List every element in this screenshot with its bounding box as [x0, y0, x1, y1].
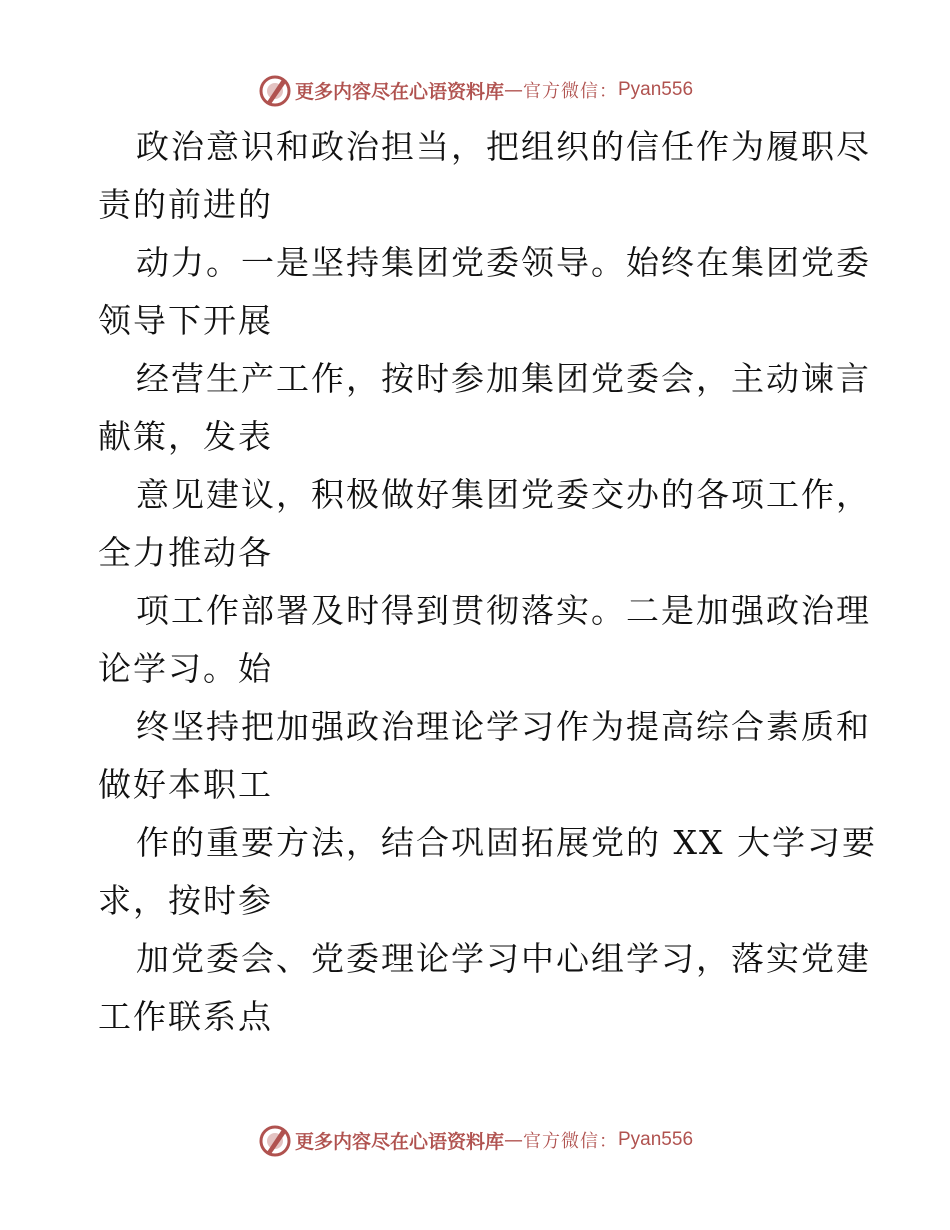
body-line: 全力推动各: [98, 533, 273, 572]
body-line: 项工作部署及时得到贯彻落实。二是加强政治理: [136, 591, 871, 630]
header-banner: [0, 70, 950, 110]
body-line: 领导下开展: [98, 301, 273, 340]
document-body: [98, 118, 877, 1046]
body-line: 作的重要方法，结合巩固拓展党的 XX 大学习要: [136, 823, 877, 862]
pen-logo-icon: [257, 72, 293, 108]
header-wechat-label: 官方微信：: [523, 81, 618, 102]
body-line: 政治意识和政治担当，把组织的信任作为履职尽: [136, 127, 871, 166]
body-line: 工作联系点: [98, 997, 273, 1036]
header-wechat-id: Pyan556: [618, 79, 694, 100]
pen-logo-icon: [257, 1122, 293, 1158]
body-line: 意见建议，积极做好集团党委交办的各项工作，: [136, 475, 871, 514]
body-line: 做好本职工: [98, 765, 273, 804]
footer-wechat-label: 官方微信：: [523, 1131, 618, 1152]
header-dash: —: [504, 79, 523, 101]
footer-title: 更多内容尽在心语资料库: [294, 1130, 504, 1153]
body-line: 经营生产工作，按时参加集团党委会，主动谏言: [136, 359, 871, 398]
body-line: 加党委会、党委理论学习中心组学习，落实党建: [136, 939, 871, 978]
footer-wechat-id: Pyan556: [618, 1129, 694, 1150]
body-line: 动力。一是坚持集团党委领导。始终在集团党委: [136, 243, 871, 282]
body-line: 论学习。始: [98, 649, 273, 688]
body-line: 终坚持把加强政治理论学习作为提高综合素质和: [136, 707, 871, 746]
footer-banner: [0, 1120, 950, 1160]
header-title: 更多内容尽在心语资料库: [294, 80, 504, 103]
footer-dash: —: [504, 1129, 523, 1151]
body-line: 献策，发表: [98, 417, 273, 456]
body-line: 求，按时参: [98, 881, 273, 920]
body-line: 责的前进的: [98, 185, 273, 224]
